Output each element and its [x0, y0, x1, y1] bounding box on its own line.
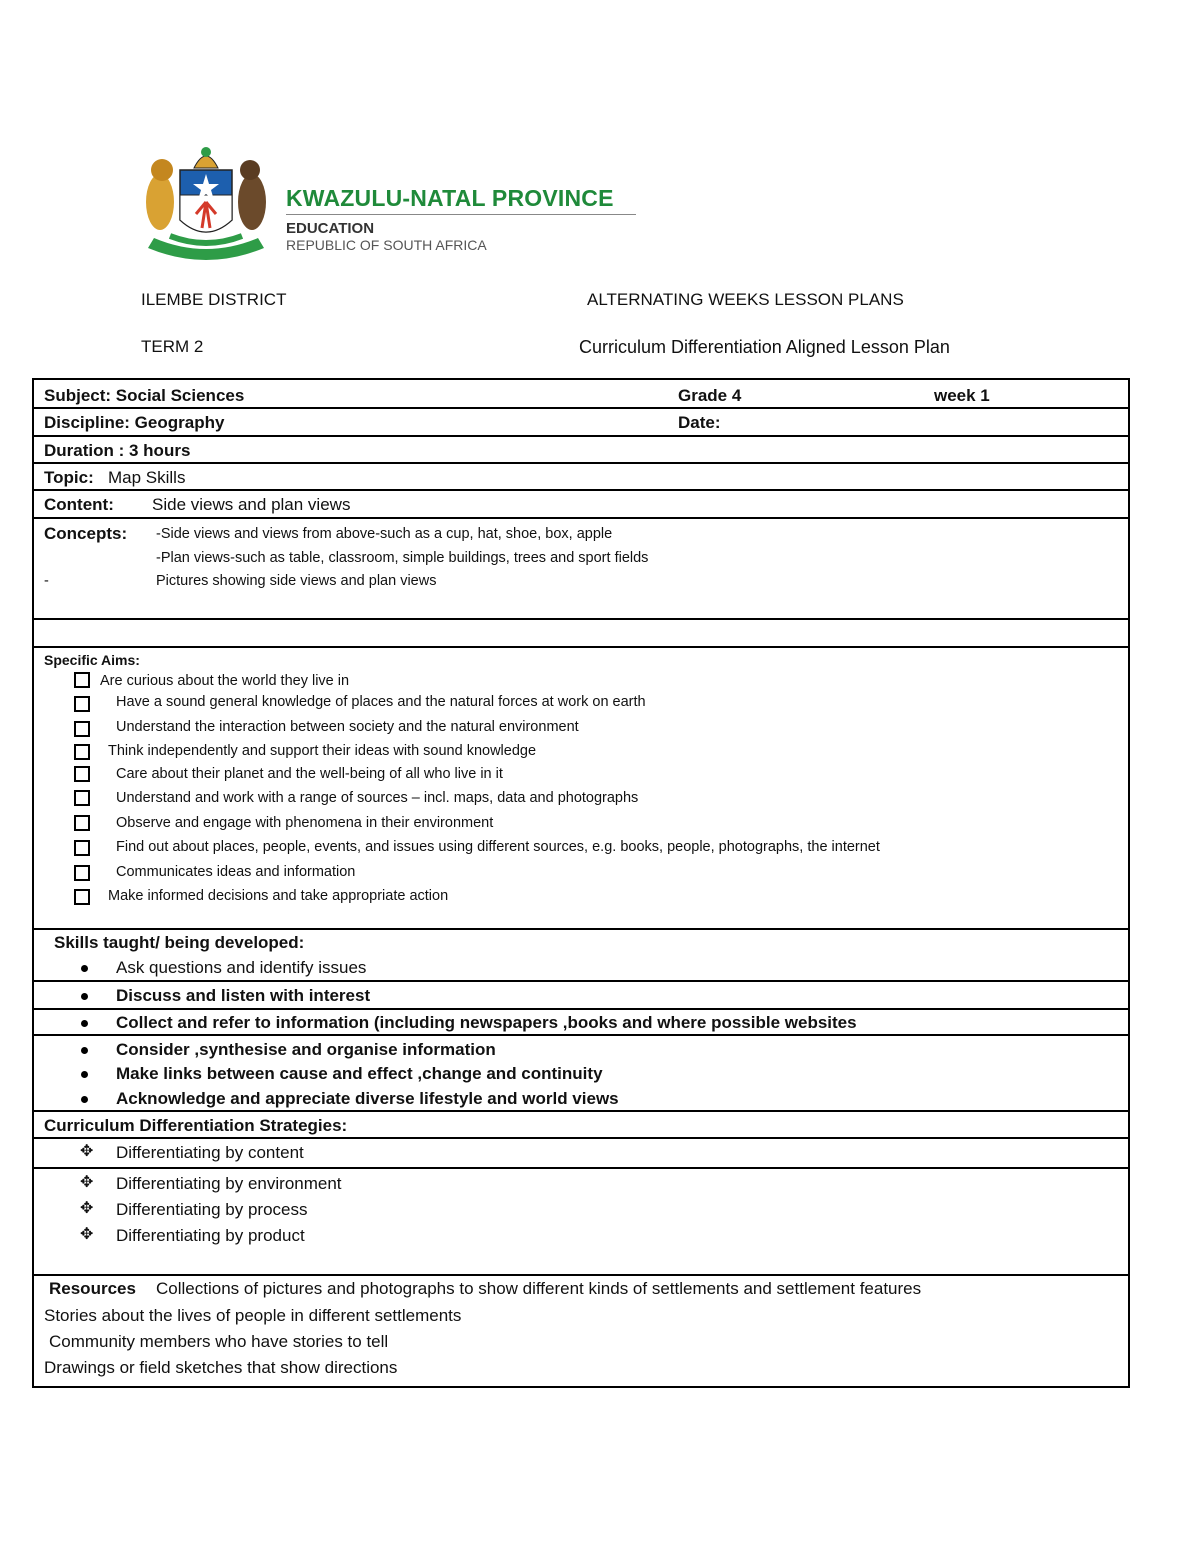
topic-label: Topic:: [44, 468, 94, 487]
aim-checkbox[interactable]: [74, 766, 90, 782]
row-divider: [34, 407, 1128, 409]
row-divider: [34, 517, 1128, 519]
strategy-item: Differentiating by content: [116, 1143, 304, 1162]
strategy-item: Differentiating by product: [116, 1226, 305, 1245]
row-divider: [34, 1034, 1128, 1036]
aim-item: Observe and engage with phenomena in their environment: [116, 815, 494, 831]
strategy-item: Differentiating by environment: [116, 1174, 342, 1193]
aim-item: Understand and work with a range of sources – incl. maps, data and photographs: [116, 790, 639, 806]
aim-checkbox[interactable]: [74, 696, 90, 712]
skills-label: Skills taught/ being developed:: [54, 933, 305, 952]
duration-field: Duration : 3 hours: [44, 441, 191, 460]
grade-field: Grade 4: [678, 386, 742, 405]
resource-line: Collections of pictures and photographs to show different kinds of settlements and settlement features: [156, 1279, 922, 1298]
country-name: REPUBLIC OF SOUTH AFRICA: [286, 237, 487, 253]
bullet-icon: [81, 1096, 88, 1103]
concept-item: -Side views and views from above-such as a cup, hat, shoe, box, apple: [156, 526, 613, 542]
aim-checkbox[interactable]: [74, 865, 90, 881]
row-divider: [34, 1110, 1128, 1112]
diamond-bullet-icon: ✥: [80, 1174, 94, 1191]
aim-item: Have a sound general knowledge of places and the natural forces at work on earth: [116, 694, 646, 710]
department-name: EDUCATION: [286, 220, 375, 237]
provincial-crest-logo: [140, 140, 272, 268]
content-label: Content:: [44, 495, 114, 514]
aim-item: Understand the interaction between society and the natural environment: [116, 719, 579, 735]
plan-title: ALTERNATING WEEKS LESSON PLANS: [587, 290, 904, 309]
district-label: ILEMBE DISTRICT: [141, 290, 287, 309]
aim-item: Care about their planet and the well-being of all who live in it: [116, 766, 503, 782]
bullet-icon: [81, 993, 88, 1000]
diamond-bullet-icon: ✥: [80, 1226, 94, 1243]
lesson-plan-table: [32, 378, 1130, 1388]
row-divider: [34, 618, 1128, 620]
aim-checkbox[interactable]: [74, 889, 90, 905]
row-divider: [34, 1137, 1128, 1139]
resource-line: Community members who have stories to tell: [49, 1332, 389, 1351]
skill-item: Collect and refer to information (including newspapers ,books and where possible websites: [116, 1013, 857, 1032]
strategy-item: Differentiating by process: [116, 1200, 308, 1219]
strategies-label: Curriculum Differentiation Strategies:: [44, 1116, 348, 1135]
subject-field: Subject: Social Sciences: [44, 386, 245, 405]
province-name: KWAZULU-NATAL PROVINCE: [286, 185, 614, 211]
bullet-icon: [81, 1047, 88, 1054]
aim-item: Make informed decisions and take appropriate action: [108, 888, 449, 904]
aim-checkbox[interactable]: [74, 744, 90, 760]
row-divider: [34, 435, 1128, 437]
bullet-icon: [81, 965, 88, 972]
aim-item: Think independently and support their ideas with sound knowledge: [108, 743, 537, 759]
aim-checkbox[interactable]: [74, 840, 90, 856]
discipline-field: Discipline: Geography: [44, 413, 225, 432]
row-divider: [34, 1274, 1128, 1276]
skill-item: Make links between cause and effect ,change and continuity: [116, 1064, 603, 1083]
skill-item: Acknowledge and appreciate diverse lifestyle and world views: [116, 1089, 619, 1108]
row-divider: [34, 1167, 1128, 1169]
row-divider: [34, 462, 1128, 464]
diamond-bullet-icon: ✥: [80, 1143, 94, 1160]
aim-checkbox[interactable]: [74, 672, 90, 688]
row-divider: [34, 646, 1128, 648]
aim-item: Find out about places, people, events, and issues using different sources, e.g. books, people, photographs, the internet: [116, 839, 880, 855]
date-field: Date:: [678, 413, 721, 432]
resource-line: Stories about the lives of people in different settlements: [44, 1306, 462, 1325]
concept-dash: -: [44, 573, 49, 589]
resource-line: Drawings or field sketches that show directions: [44, 1358, 398, 1377]
skill-item: Ask questions and identify issues: [116, 958, 367, 977]
skill-item: Consider ,synthesise and organise information: [116, 1040, 496, 1059]
specific-aims-label: Specific Aims:: [44, 652, 140, 668]
plan-subtitle: Curriculum Differentiation Aligned Lesson Plan: [579, 337, 950, 357]
resources-label: Resources: [49, 1279, 136, 1298]
bullet-icon: [81, 1020, 88, 1027]
concepts-label: Concepts:: [44, 524, 128, 543]
diamond-bullet-icon: ✥: [80, 1200, 94, 1217]
row-divider: [34, 1008, 1128, 1010]
skill-item: Discuss and listen with interest: [116, 986, 371, 1005]
week-field: week 1: [934, 386, 990, 405]
bullet-icon: [81, 1071, 88, 1078]
row-divider: [34, 928, 1128, 930]
row-divider: [34, 489, 1128, 491]
row-divider: [34, 980, 1128, 982]
aim-checkbox[interactable]: [74, 790, 90, 806]
term-label: TERM 2: [141, 337, 204, 356]
concept-item: Pictures showing side views and plan views: [156, 573, 437, 589]
aim-item: Are curious about the world they live in: [100, 673, 350, 689]
concept-item: -Plan views-such as table, classroom, simple buildings, trees and sport fields: [156, 550, 649, 566]
aim-checkbox[interactable]: [74, 815, 90, 831]
aim-checkbox[interactable]: [74, 721, 90, 737]
logo-divider: [286, 214, 636, 215]
topic-value: Map Skills: [108, 468, 186, 487]
aim-item: Communicates ideas and information: [116, 864, 356, 880]
content-value: Side views and plan views: [152, 495, 351, 514]
